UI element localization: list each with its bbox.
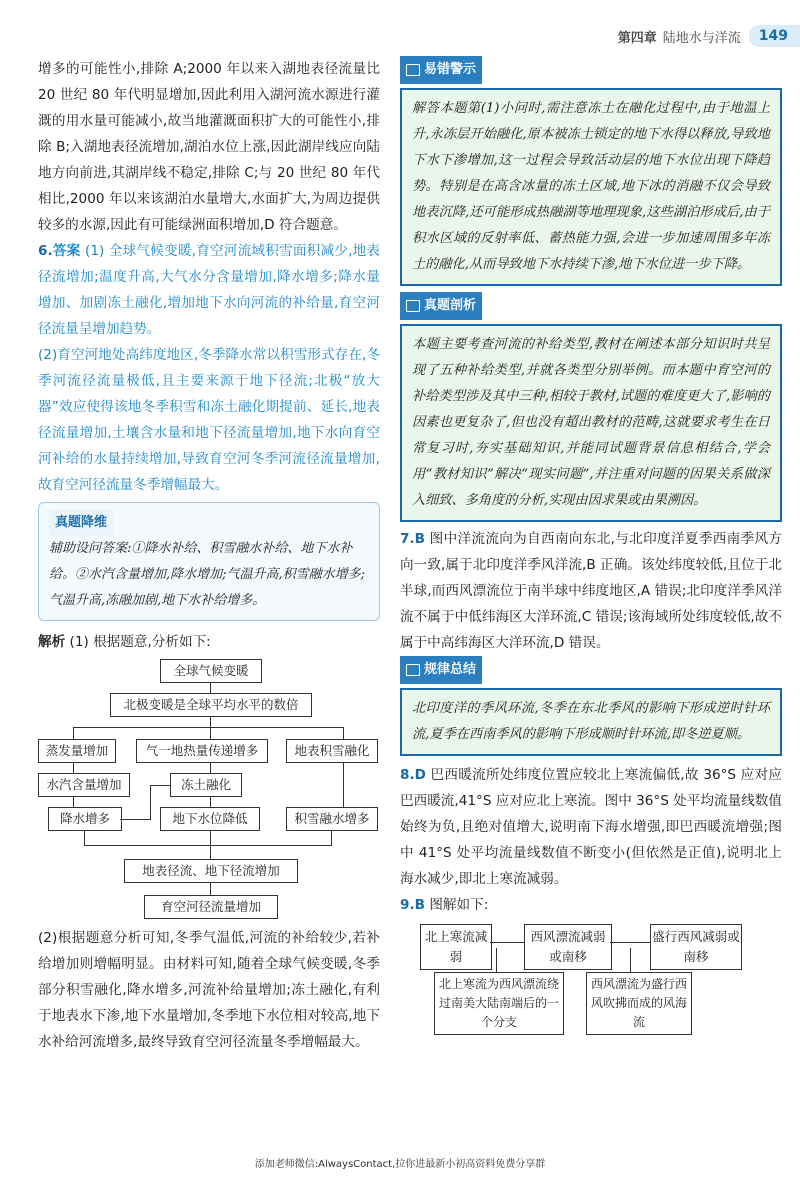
node-north-cold-branch: 北上寒流为西风漂流绕过南美大陆南端后的一个分支	[434, 972, 564, 1035]
common-errors-box: 解答本题第(1)小问时,需注意冻土在融化过程中,由于地温上升,永冻层开始融化,原本被冻土锁定的地下水得以释放,导致地下水下渗增加,这一过程会导致活动层的地下水位出现下降趋势。特别是在高含冰量的冻土区域,地下冰的消融不仅会导致地表沉降,还可能形成热融湖等地理现象,这些湖泊形成后,由于积水区域的反射率低、蓄热能力强,会进一步加速周围多年冻土的融化,从而导致地下水持续下渗,地下水位进一步下降。	[400, 88, 782, 286]
right-column	[400, 56, 782, 1048]
q6-answer-part2: (2)育空河地处高纬度地区,冬季降水常以积雪形式存在,冬季河流径流量极低,且主要来源于地下径流;北极“放大器”效应使得该地冬季积雪和冻土融化期提前、延长,地表径流量增加,土壤含水量和地下径流量增加,地下水向育空河补给的水量持续增加,导致育空河冬季河流径流量增加,故育空河径流量冬季增幅最大。	[38, 347, 380, 493]
q9-diagram	[400, 918, 782, 1048]
flowchart	[38, 655, 380, 925]
node-precip-increase: 降水增多	[48, 807, 122, 831]
book-icon	[406, 300, 420, 312]
node-yukon-flow: 育空河径流量增加	[144, 895, 278, 919]
q8-choice: D	[414, 767, 426, 783]
node-permafrost-thaw: 冻土融化	[170, 773, 242, 797]
analysis-intro	[38, 629, 380, 655]
box-text: 辅助设问答案:①降水补给、积雪融水补给、地下水补给。②水汽含量增加,降水增加;气温升高,积雪融水增多;气温升高,冻融加剧,地下水补给增多。	[49, 541, 366, 608]
q6-answer-label: 答案	[52, 243, 81, 259]
q6-number: 6.	[38, 243, 53, 259]
q7-choice: B	[414, 531, 425, 547]
q9-choice: B	[414, 897, 425, 913]
q8-text: 巴西暖流所处纬度位置应较北上寒流偏低,故 36°S 应对应巴西暖流,41°S 应对应北上寒流。图中 36°S 处平均流量线数值始终为负,且绝对值增大,说明南下海水增强,即巴西暖流增强;图中 41°S 处平均流量线数值不断变小(但依然是正值),说明北上海水减少,即北上寒流减弱。	[400, 767, 782, 887]
node-snow-melt: 地表积雪融化	[286, 739, 378, 763]
node-groundwater-drop: 地下水位降低	[160, 807, 260, 831]
q9-number: 9.	[400, 897, 415, 913]
page-number: 149	[749, 25, 800, 47]
exam-analysis-box: 本题主要考查河流的补给类型,教材在阐述本部分知识时共呈现了五种补给类型,并就各类型分别举例。而本题中育空河的补给类型涉及其中三种,相较于教材,试题的难度更大了,影响的因素也更复杂了,但也没有超出教材的范畴,这就要求考生在日常复习时,夯实基础知识,并能同试题背景信息相结合,学会用“教材知识”解决“现实问题”,并注重对问题的因果关系做深入细致、多角度的分析,实现由因求果或由果溯因。	[400, 324, 782, 522]
node-global-warming: 全球气候变暖	[160, 659, 262, 683]
q6-answer-part1: (1) 全球气候变暖,育空河流域积雪面积减少,地表径流增加;温度升高,大气水分含量增加,降水增多;降水量增加、加剧冻土融化,增加地下水向河流的补给量,育空河径流量呈增加趋势。	[38, 243, 381, 337]
tag-rule-summary: 规律总结	[400, 656, 482, 684]
node-evaporation: 蒸发量增加	[38, 739, 116, 763]
dimension-reduction-box	[38, 502, 380, 621]
node-westerlies-weaken: 盛行西风减弱或南移	[650, 924, 742, 970]
node-runoff-increase: 地表径流、地下径流增加	[124, 859, 298, 883]
node-north-cold-weaken: 北上寒流减弱	[420, 924, 492, 970]
node-snowmelt-water: 积雪融水增多	[286, 807, 378, 831]
analysis-label: 解析	[38, 634, 66, 650]
rule-summary-box: 北印度洋的季风环流,冬季在东北季风的影响下形成逆时针环流,夏季在西南季风的影响下形成顺时针环流,即冬逆夏顺。	[400, 688, 782, 756]
page-header	[618, 24, 800, 48]
node-water-vapor: 水汽含量增加	[38, 773, 130, 797]
tag-exam-analysis: 真题剖析	[400, 292, 482, 320]
q7-answer	[400, 526, 782, 656]
node-heat-transfer: 气一地热量传递增多	[136, 739, 268, 763]
q9-text: 图解如下:	[429, 897, 489, 913]
node-wind-driven-current: 西风漂流为盛行西风吹拂而成的风海流	[586, 972, 692, 1035]
chapter-subtitle: 陆地水与洋流	[662, 30, 741, 46]
q8-number: 8.	[400, 767, 415, 783]
node-westwind-drift-weaken: 西风漂流减弱或南移	[524, 924, 612, 970]
q5-analysis-continued: 增多的可能性小,排除 A;2000 年以来入湖地表径流量比 20 世纪 80 年代明显增加,因此利用入湖河流水源进行灌溉的用水量可能减小,故当地灌溉面积扩大的可能性小,排除 B;入湖地表径流增加,湖泊水位上涨,因此湖岸线应向陆地方向前进,其湖岸线不稳定,排除 C;与 20 世纪 80 年代相比,2000 年以来该湖泊水量增大,水面扩大,为周边提供较多的水源,因此有可能绿洲面积增加,D 符合题意。	[38, 61, 380, 233]
tag-common-errors: 易错警示	[400, 56, 482, 84]
analysis-part2: (2)根据题意分析可知,冬季气温低,河流的补给较少,若补给增加则增幅明显。由材料可知,随着全球气候变暖,冬季部分积雪融化,降水增多,河流补给量增加;冻土融化,有利于地表水下渗,地下水量增加,冬季地下水位相对较高,地下水补给河流增多,最终导致育空河径流量冬季增幅最大。	[38, 930, 380, 1050]
book-icon	[406, 64, 420, 76]
book-icon	[406, 664, 420, 676]
q7-number: 7.	[400, 531, 415, 547]
q9-answer	[400, 892, 782, 918]
box-title: 真题降维	[49, 510, 113, 536]
q6-answer	[38, 238, 380, 342]
node-arctic-warming: 北极变暖是全球平均水平的数倍	[110, 693, 312, 717]
q7-text: 图中洋流流向为自西南向东北,与北印度洋夏季西南季风方向一致,属于北印度洋季风洋流,B 正确。该处纬度较低,且位于北半球,而西风漂流位于南半球中纬度地区,A 错误;北印度洋季风洋流不属于中低纬海区大洋环流,C 错误;该海域所处纬度较低,故不属于中高纬海区大洋环流,D 错误。	[400, 531, 782, 651]
analysis-text: (1) 根据题意,分析如下:	[69, 634, 211, 650]
q8-answer	[400, 762, 782, 892]
chapter-label: 第四章	[617, 30, 657, 46]
left-column	[38, 56, 380, 1055]
footer-note: 添加老师微信:AlwaysContact,拉你进最新小初高资料免费分享群	[254, 1159, 546, 1170]
